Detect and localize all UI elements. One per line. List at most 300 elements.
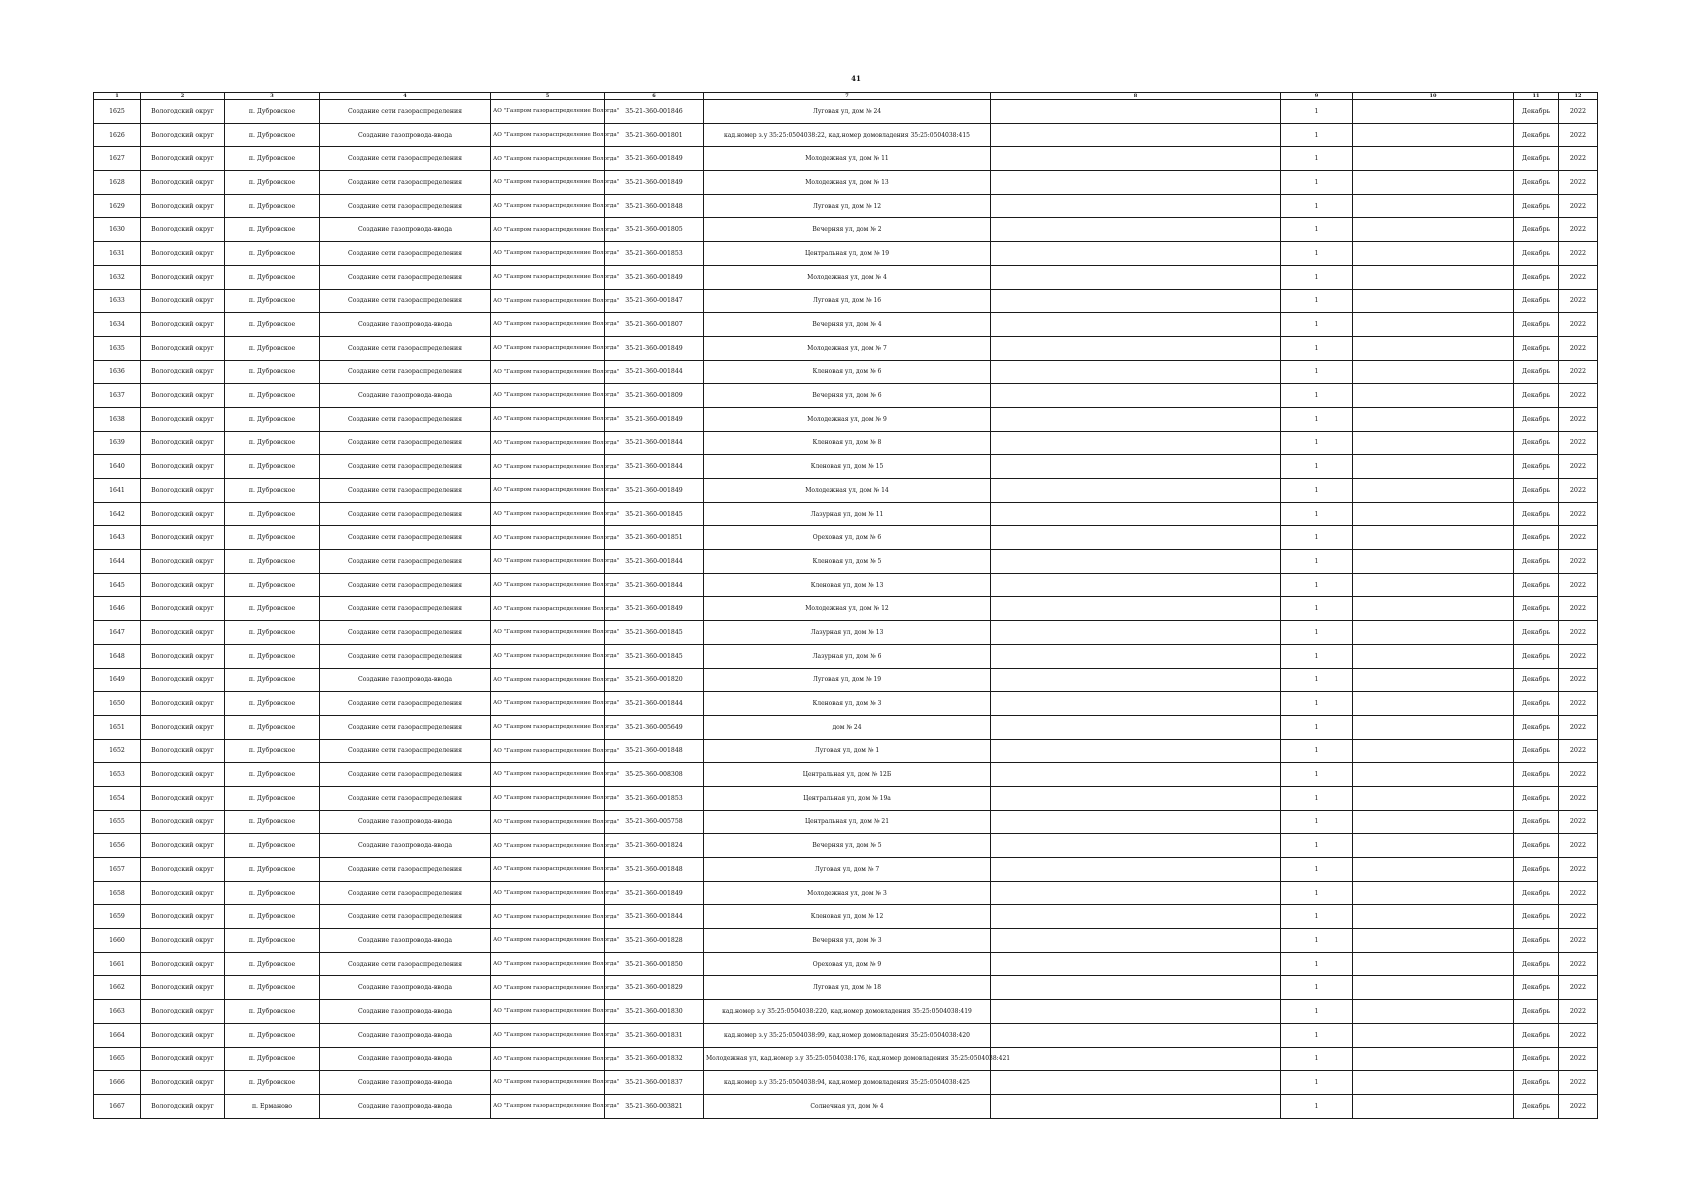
- month-cell: Декабрь: [1514, 763, 1559, 787]
- month-cell: Декабрь: [1514, 384, 1559, 408]
- work-type-cell: Создание сети газораспределения: [320, 881, 491, 905]
- column-number: 10: [1353, 93, 1514, 100]
- column-10-cell: [1353, 1023, 1514, 1047]
- district-cell: Вологодский округ: [141, 1071, 225, 1095]
- table-row: [94, 597, 1598, 621]
- district-cell: Вологодский округ: [141, 786, 225, 810]
- district-cell: Вологодский округ: [141, 479, 225, 503]
- quantity-cell: 1: [1281, 550, 1353, 574]
- work-type-cell: Создание газопровода-ввода: [320, 313, 491, 337]
- table-row: [94, 431, 1598, 455]
- district-cell: Вологодский округ: [141, 834, 225, 858]
- column-8-cell: [991, 1047, 1281, 1071]
- table-row: [94, 336, 1598, 360]
- work-type-cell: Создание сети газораспределения: [320, 455, 491, 479]
- work-type-cell: Создание сети газораспределения: [320, 550, 491, 574]
- year-cell: 2022: [1559, 526, 1598, 550]
- month-cell: Декабрь: [1514, 1094, 1559, 1118]
- object-code-cell: 35-21-360-001849: [605, 336, 704, 360]
- month-cell: Декабрь: [1514, 194, 1559, 218]
- column-number: 4: [320, 93, 491, 100]
- month-cell: Декабрь: [1514, 218, 1559, 242]
- year-cell: 2022: [1559, 834, 1598, 858]
- object-code-cell: 35-21-360-001849: [605, 479, 704, 503]
- column-10-cell: [1353, 194, 1514, 218]
- row-number-cell: 1666: [94, 1071, 141, 1095]
- column-10-cell: [1353, 692, 1514, 716]
- column-10-cell: [1353, 455, 1514, 479]
- year-cell: 2022: [1559, 100, 1598, 124]
- object-address-cell: Вечерняя ул, дом № 4: [704, 313, 991, 337]
- row-number-cell: 1643: [94, 526, 141, 550]
- work-type-cell: Создание газопровода-ввода: [320, 384, 491, 408]
- object-address-cell: Вечерняя ул, дом № 5: [704, 834, 991, 858]
- quantity-cell: 1: [1281, 810, 1353, 834]
- object-code-cell: 35-21-360-001849: [605, 147, 704, 171]
- column-8-cell: [991, 407, 1281, 431]
- column-8-cell: [991, 265, 1281, 289]
- object-address-cell: Солнечная ул, дом № 4: [704, 1094, 991, 1118]
- row-number-cell: 1659: [94, 905, 141, 929]
- month-cell: Декабрь: [1514, 171, 1559, 195]
- row-number-cell: 1633: [94, 289, 141, 313]
- year-cell: 2022: [1559, 550, 1598, 574]
- work-type-cell: Создание газопровода-ввода: [320, 668, 491, 692]
- column-8-cell: [991, 479, 1281, 503]
- organization-cell: АО "Газпром газораспределение Вологда": [491, 1000, 605, 1024]
- work-type-cell: Создание сети газораспределения: [320, 905, 491, 929]
- column-10-cell: [1353, 573, 1514, 597]
- object-address-cell: Кленовая ул, дом № 12: [704, 905, 991, 929]
- table-row: [94, 550, 1598, 574]
- object-code-cell: 35-21-360-001848: [605, 739, 704, 763]
- work-type-cell: Создание газопровода-ввода: [320, 123, 491, 147]
- column-8-cell: [991, 218, 1281, 242]
- organization-cell: АО "Газпром газораспределение Вологда": [491, 242, 605, 266]
- month-cell: Декабрь: [1514, 100, 1559, 124]
- settlement-cell: п. Дубровское: [225, 479, 320, 503]
- work-type-cell: Создание сети газораспределения: [320, 100, 491, 124]
- quantity-cell: 1: [1281, 739, 1353, 763]
- quantity-cell: 1: [1281, 1023, 1353, 1047]
- month-cell: Декабрь: [1514, 550, 1559, 574]
- month-cell: Декабрь: [1514, 715, 1559, 739]
- settlement-cell: п. Дубровское: [225, 597, 320, 621]
- settlement-cell: п. Дубровское: [225, 715, 320, 739]
- district-cell: Вологодский округ: [141, 668, 225, 692]
- object-code-cell: 35-21-360-001828: [605, 929, 704, 953]
- work-type-cell: Создание сети газораспределения: [320, 147, 491, 171]
- year-cell: 2022: [1559, 360, 1598, 384]
- month-cell: Декабрь: [1514, 336, 1559, 360]
- organization-cell: АО "Газпром газораспределение Вологда": [491, 786, 605, 810]
- quantity-cell: 1: [1281, 1094, 1353, 1118]
- row-number-cell: 1631: [94, 242, 141, 266]
- organization-cell: АО "Газпром газораспределение Вологда": [491, 715, 605, 739]
- month-cell: Декабрь: [1514, 455, 1559, 479]
- quantity-cell: 1: [1281, 242, 1353, 266]
- row-number-cell: 1653: [94, 763, 141, 787]
- column-8-cell: [991, 242, 1281, 266]
- work-type-cell: Создание сети газораспределения: [320, 952, 491, 976]
- year-cell: 2022: [1559, 479, 1598, 503]
- quantity-cell: 1: [1281, 265, 1353, 289]
- row-number-cell: 1639: [94, 431, 141, 455]
- column-8-cell: [991, 1094, 1281, 1118]
- quantity-cell: 1: [1281, 597, 1353, 621]
- year-cell: 2022: [1559, 1094, 1598, 1118]
- row-number-cell: 1632: [94, 265, 141, 289]
- row-number-cell: 1664: [94, 1023, 141, 1047]
- district-cell: Вологодский округ: [141, 242, 225, 266]
- object-address-cell: Вечерняя ул, дом № 3: [704, 929, 991, 953]
- month-cell: Декабрь: [1514, 976, 1559, 1000]
- organization-cell: АО "Газпром газораспределение Вологда": [491, 644, 605, 668]
- table-row: [94, 502, 1598, 526]
- object-code-cell: 35-21-360-001849: [605, 597, 704, 621]
- object-address-cell: Центральная ул, дом № 21: [704, 810, 991, 834]
- object-address-cell: Молодежная ул, кад.номер з.у 35:25:0504038:176, кад.номер домовладения 35:25:0504038:421: [704, 1047, 991, 1071]
- work-type-cell: Создание сети газораспределения: [320, 194, 491, 218]
- organization-cell: АО "Газпром газораспределение Вологда": [491, 289, 605, 313]
- month-cell: Декабрь: [1514, 1047, 1559, 1071]
- month-cell: Декабрь: [1514, 360, 1559, 384]
- year-cell: 2022: [1559, 242, 1598, 266]
- work-type-cell: Создание сети газораспределения: [320, 289, 491, 313]
- settlement-cell: п. Дубровское: [225, 739, 320, 763]
- object-code-cell: 35-21-360-001805: [605, 218, 704, 242]
- column-10-cell: [1353, 123, 1514, 147]
- row-number-cell: 1665: [94, 1047, 141, 1071]
- column-8-cell: [991, 692, 1281, 716]
- column-10-cell: [1353, 171, 1514, 195]
- year-cell: 2022: [1559, 763, 1598, 787]
- object-address-cell: кад.номер з.у 35:25:0504038:99, кад.номер домовладения 35:25:0504038:420: [704, 1023, 991, 1047]
- object-code-cell: 35-21-360-001849: [605, 265, 704, 289]
- object-code-cell: 35-21-360-001844: [605, 431, 704, 455]
- settlement-cell: п. Дубровское: [225, 384, 320, 408]
- table-row: [94, 715, 1598, 739]
- year-cell: 2022: [1559, 384, 1598, 408]
- month-cell: Декабрь: [1514, 289, 1559, 313]
- year-cell: 2022: [1559, 1071, 1598, 1095]
- table-row: [94, 407, 1598, 431]
- quantity-cell: 1: [1281, 905, 1353, 929]
- settlement-cell: п. Дубровское: [225, 929, 320, 953]
- settlement-cell: п. Дубровское: [225, 786, 320, 810]
- row-number-cell: 1654: [94, 786, 141, 810]
- quantity-cell: 1: [1281, 455, 1353, 479]
- work-type-cell: Создание газопровода-ввода: [320, 1023, 491, 1047]
- year-cell: 2022: [1559, 1047, 1598, 1071]
- quantity-cell: 1: [1281, 573, 1353, 597]
- row-number-cell: 1628: [94, 171, 141, 195]
- object-code-cell: 35-21-360-005758: [605, 810, 704, 834]
- work-type-cell: Создание сети газораспределения: [320, 858, 491, 882]
- quantity-cell: 1: [1281, 313, 1353, 337]
- work-type-cell: Создание сети газораспределения: [320, 573, 491, 597]
- quantity-cell: 1: [1281, 858, 1353, 882]
- column-8-cell: [991, 976, 1281, 1000]
- object-code-cell: 35-21-360-001844: [605, 573, 704, 597]
- organization-cell: АО "Газпром газораспределение Вологда": [491, 526, 605, 550]
- column-8-cell: [991, 952, 1281, 976]
- object-address-cell: Луговая ул, дом № 19: [704, 668, 991, 692]
- row-number-cell: 1648: [94, 644, 141, 668]
- year-cell: 2022: [1559, 573, 1598, 597]
- settlement-cell: п. Дубровское: [225, 171, 320, 195]
- work-type-cell: Создание сети газораспределения: [320, 763, 491, 787]
- year-cell: 2022: [1559, 905, 1598, 929]
- organization-cell: АО "Газпром газораспределение Вологда": [491, 336, 605, 360]
- column-10-cell: [1353, 763, 1514, 787]
- column-number: 7: [704, 93, 991, 100]
- row-number-cell: 1662: [94, 976, 141, 1000]
- object-address-cell: кад.номер з.у 35:25:0504038:220, кад.номер домовладения 35:25:0504038:419: [704, 1000, 991, 1024]
- work-type-cell: Создание сети газораспределения: [320, 265, 491, 289]
- settlement-cell: п. Дубровское: [225, 952, 320, 976]
- quantity-cell: 1: [1281, 692, 1353, 716]
- table-row: [94, 455, 1598, 479]
- quantity-cell: 1: [1281, 336, 1353, 360]
- column-10-cell: [1353, 407, 1514, 431]
- organization-cell: АО "Газпром газораспределение Вологда": [491, 668, 605, 692]
- column-number: 5: [491, 93, 605, 100]
- settlement-cell: п. Дубровское: [225, 289, 320, 313]
- quantity-cell: 1: [1281, 1000, 1353, 1024]
- settlement-cell: п. Дубровское: [225, 763, 320, 787]
- settlement-cell: п. Дубровское: [225, 810, 320, 834]
- object-code-cell: 35-21-360-001829: [605, 976, 704, 1000]
- column-number: 8: [991, 93, 1281, 100]
- organization-cell: АО "Газпром газораспределение Вологда": [491, 810, 605, 834]
- column-10-cell: [1353, 929, 1514, 953]
- quantity-cell: 1: [1281, 526, 1353, 550]
- settlement-cell: п. Дубровское: [225, 431, 320, 455]
- object-code-cell: 35-21-360-001844: [605, 550, 704, 574]
- organization-cell: АО "Газпром газораспределение Вологда": [491, 905, 605, 929]
- district-cell: Вологодский округ: [141, 621, 225, 645]
- object-code-cell: 35-21-360-003821: [605, 1094, 704, 1118]
- quantity-cell: 1: [1281, 976, 1353, 1000]
- column-8-cell: [991, 194, 1281, 218]
- organization-cell: АО "Газпром газораспределение Вологда": [491, 147, 605, 171]
- object-address-cell: Молодежная ул, дом № 9: [704, 407, 991, 431]
- column-8-cell: [991, 715, 1281, 739]
- column-8-cell: [991, 597, 1281, 621]
- organization-cell: АО "Газпром газораспределение Вологда": [491, 573, 605, 597]
- work-type-cell: Создание сети газораспределения: [320, 336, 491, 360]
- work-type-cell: Создание сети газораспределения: [320, 786, 491, 810]
- settlement-cell: п. Дубровское: [225, 313, 320, 337]
- row-number-cell: 1636: [94, 360, 141, 384]
- object-address-cell: Лазурная ул, дом № 6: [704, 644, 991, 668]
- year-cell: 2022: [1559, 739, 1598, 763]
- table-row: [94, 526, 1598, 550]
- object-address-cell: Кленовая ул, дом № 3: [704, 692, 991, 716]
- organization-cell: АО "Газпром газораспределение Вологда": [491, 621, 605, 645]
- district-cell: Вологодский округ: [141, 502, 225, 526]
- column-8-cell: [991, 147, 1281, 171]
- month-cell: Декабрь: [1514, 1023, 1559, 1047]
- quantity-cell: 1: [1281, 502, 1353, 526]
- district-cell: Вологодский округ: [141, 526, 225, 550]
- month-cell: Декабрь: [1514, 668, 1559, 692]
- year-cell: 2022: [1559, 668, 1598, 692]
- settlement-cell: п. Дубровское: [225, 1047, 320, 1071]
- district-cell: Вологодский округ: [141, 929, 225, 953]
- settlement-cell: п. Дубровское: [225, 242, 320, 266]
- object-address-cell: кад.номер з.у 35:25:0504038:22, кад.номер домовладения 35:25:0504038:415: [704, 123, 991, 147]
- organization-cell: АО "Газпром газораспределение Вологда": [491, 265, 605, 289]
- organization-cell: АО "Газпром газораспределение Вологда": [491, 692, 605, 716]
- month-cell: Декабрь: [1514, 810, 1559, 834]
- column-8-cell: [991, 526, 1281, 550]
- organization-cell: АО "Газпром газораспределение Вологда": [491, 431, 605, 455]
- quantity-cell: 1: [1281, 289, 1353, 313]
- settlement-cell: п. Дубровское: [225, 976, 320, 1000]
- month-cell: Декабрь: [1514, 739, 1559, 763]
- column-8-cell: [991, 621, 1281, 645]
- column-8-cell: [991, 573, 1281, 597]
- column-number: 12: [1559, 93, 1598, 100]
- column-10-cell: [1353, 739, 1514, 763]
- column-10-cell: [1353, 550, 1514, 574]
- column-8-cell: [991, 739, 1281, 763]
- settlement-cell: п. Дубровское: [225, 123, 320, 147]
- column-8-cell: [991, 336, 1281, 360]
- column-10-cell: [1353, 384, 1514, 408]
- district-cell: Вологодский округ: [141, 265, 225, 289]
- year-cell: 2022: [1559, 336, 1598, 360]
- month-cell: Декабрь: [1514, 597, 1559, 621]
- table-row: [94, 810, 1598, 834]
- object-code-cell: 35-21-360-001853: [605, 242, 704, 266]
- column-10-cell: [1353, 786, 1514, 810]
- month-cell: Декабрь: [1514, 313, 1559, 337]
- object-address-cell: Кленовая ул, дом № 8: [704, 431, 991, 455]
- table-row: [94, 384, 1598, 408]
- object-address-cell: Молодежная ул, дом № 4: [704, 265, 991, 289]
- object-code-cell: 35-21-360-001844: [605, 455, 704, 479]
- settlement-cell: п. Дубровское: [225, 218, 320, 242]
- month-cell: Декабрь: [1514, 147, 1559, 171]
- column-8-cell: [991, 810, 1281, 834]
- object-code-cell: 35-21-360-001850: [605, 952, 704, 976]
- year-cell: 2022: [1559, 313, 1598, 337]
- work-type-cell: Создание газопровода-ввода: [320, 218, 491, 242]
- column-10-cell: [1353, 668, 1514, 692]
- object-code-cell: 35-21-360-001845: [605, 502, 704, 526]
- table-row: [94, 242, 1598, 266]
- work-type-cell: Создание газопровода-ввода: [320, 1000, 491, 1024]
- year-cell: 2022: [1559, 1023, 1598, 1047]
- column-8-cell: [991, 550, 1281, 574]
- settlement-cell: п. Дубровское: [225, 407, 320, 431]
- year-cell: 2022: [1559, 786, 1598, 810]
- settlement-cell: п. Дубровское: [225, 455, 320, 479]
- quantity-cell: 1: [1281, 100, 1353, 124]
- object-code-cell: 35-21-360-001844: [605, 692, 704, 716]
- object-code-cell: 35-21-360-001848: [605, 194, 704, 218]
- column-10-cell: [1353, 952, 1514, 976]
- year-cell: 2022: [1559, 929, 1598, 953]
- year-cell: 2022: [1559, 123, 1598, 147]
- table-row: [94, 313, 1598, 337]
- row-number-cell: 1629: [94, 194, 141, 218]
- table-row: [94, 692, 1598, 716]
- quantity-cell: 1: [1281, 360, 1353, 384]
- table-row: [94, 644, 1598, 668]
- month-cell: Декабрь: [1514, 479, 1559, 503]
- district-cell: Вологодский округ: [141, 100, 225, 124]
- row-number-cell: 1657: [94, 858, 141, 882]
- column-10-cell: [1353, 1000, 1514, 1024]
- year-cell: 2022: [1559, 218, 1598, 242]
- settlement-cell: п. Дубровское: [225, 502, 320, 526]
- month-cell: Декабрь: [1514, 265, 1559, 289]
- object-address-cell: Молодежная ул, дом № 13: [704, 171, 991, 195]
- work-type-cell: Создание сети газораспределения: [320, 526, 491, 550]
- year-cell: 2022: [1559, 858, 1598, 882]
- table-row: [94, 573, 1598, 597]
- row-number-cell: 1634: [94, 313, 141, 337]
- month-cell: Декабрь: [1514, 858, 1559, 882]
- table-row: [94, 668, 1598, 692]
- settlement-cell: п. Дубровское: [225, 550, 320, 574]
- quantity-cell: 1: [1281, 407, 1353, 431]
- work-type-cell: Создание сети газораспределения: [320, 502, 491, 526]
- row-number-cell: 1655: [94, 810, 141, 834]
- settlement-cell: п. Дубровское: [225, 265, 320, 289]
- object-address-cell: Луговая ул, дом № 1: [704, 739, 991, 763]
- year-cell: 2022: [1559, 881, 1598, 905]
- column-10-cell: [1353, 336, 1514, 360]
- object-code-cell: 35-21-360-001831: [605, 1023, 704, 1047]
- row-number-cell: 1641: [94, 479, 141, 503]
- month-cell: Декабрь: [1514, 929, 1559, 953]
- object-code-cell: 35-21-360-001853: [605, 786, 704, 810]
- work-type-cell: Создание сети газораспределения: [320, 739, 491, 763]
- column-number: 11: [1514, 93, 1559, 100]
- work-type-cell: Создание сети газораспределения: [320, 597, 491, 621]
- year-cell: 2022: [1559, 407, 1598, 431]
- object-code-cell: 35-21-360-005649: [605, 715, 704, 739]
- object-address-cell: Вечерняя ул, дом № 2: [704, 218, 991, 242]
- table-row: [94, 881, 1598, 905]
- year-cell: 2022: [1559, 810, 1598, 834]
- object-code-cell: 35-21-360-001820: [605, 668, 704, 692]
- year-cell: 2022: [1559, 644, 1598, 668]
- work-type-cell: Создание газопровода-ввода: [320, 929, 491, 953]
- quantity-cell: 1: [1281, 431, 1353, 455]
- district-cell: Вологодский округ: [141, 218, 225, 242]
- district-cell: Вологодский округ: [141, 1047, 225, 1071]
- quantity-cell: 1: [1281, 218, 1353, 242]
- object-address-cell: Кленовая ул, дом № 5: [704, 550, 991, 574]
- year-cell: 2022: [1559, 715, 1598, 739]
- district-cell: Вологодский округ: [141, 905, 225, 929]
- settlement-cell: п. Дубровское: [225, 621, 320, 645]
- district-cell: Вологодский округ: [141, 171, 225, 195]
- column-8-cell: [991, 502, 1281, 526]
- month-cell: Декабрь: [1514, 881, 1559, 905]
- column-10-cell: [1353, 147, 1514, 171]
- column-8-cell: [991, 929, 1281, 953]
- year-cell: 2022: [1559, 289, 1598, 313]
- table-row: [94, 147, 1598, 171]
- work-type-cell: Создание сети газораспределения: [320, 715, 491, 739]
